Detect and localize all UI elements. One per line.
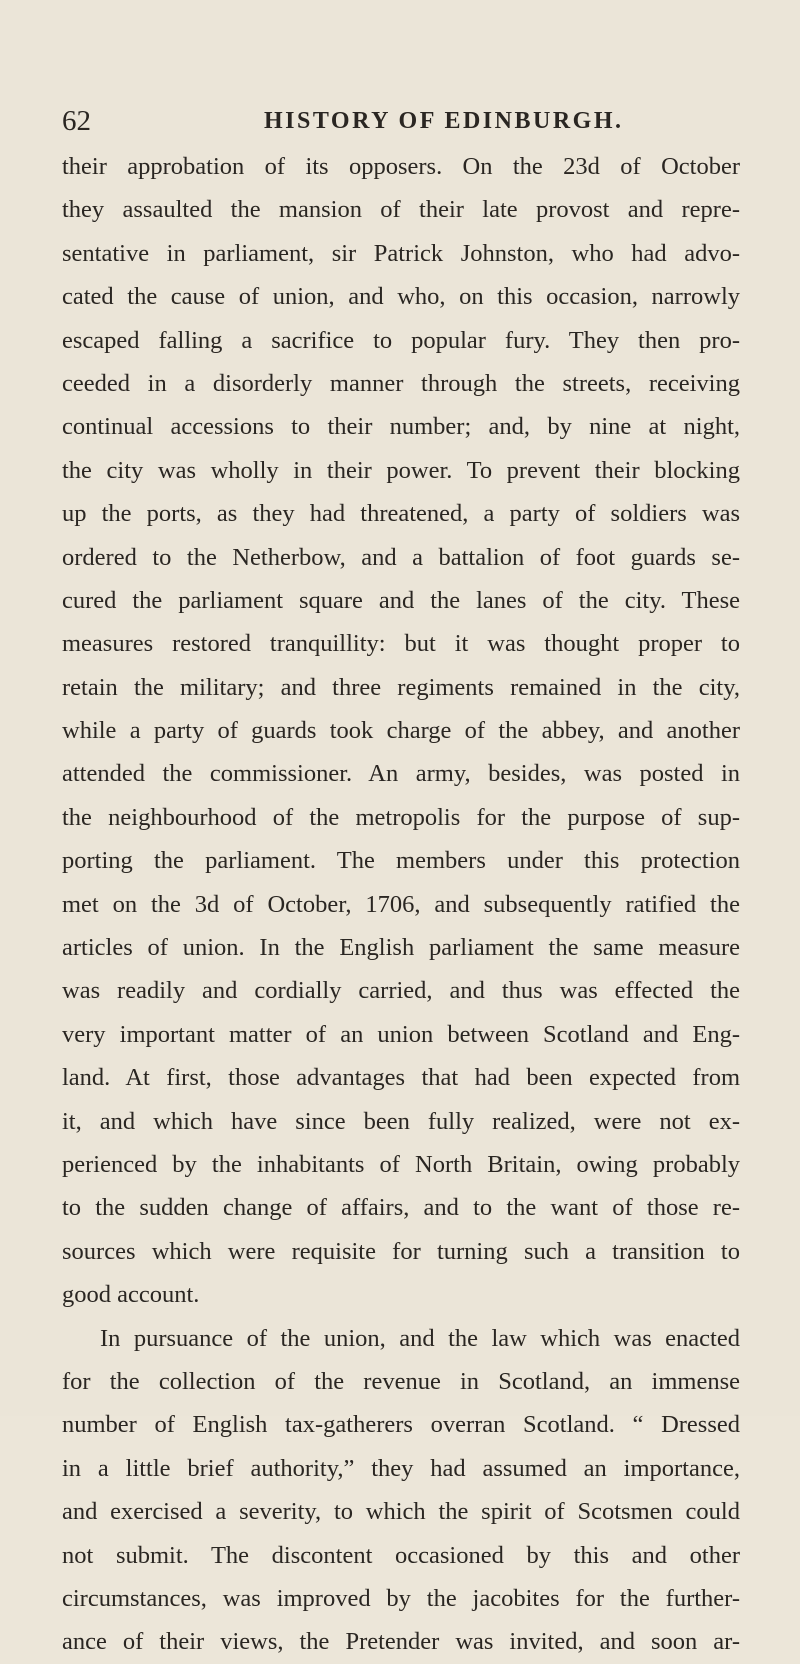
- text-line: to the sudden change of affairs, and to the want of those re-: [62, 1194, 740, 1222]
- text-line: retain the military; and three regiments remained in the city,: [62, 673, 740, 701]
- text-line: up the ports, as they had threatened, a party of soldiers was: [62, 500, 740, 528]
- text-line: ance of their views, the Pretender was invited, and soon ar-: [62, 1628, 740, 1656]
- text-line: in a little brief authority,” they had assumed an importance,: [62, 1454, 740, 1482]
- text-line: sources which were requisite for turning such a transition to: [62, 1237, 740, 1265]
- text-line: sentative in parliament, sir Patrick Johnston, who had advo-: [62, 239, 740, 267]
- text-line: land. At first, those advantages that had been expected from: [62, 1064, 740, 1092]
- text-line: measures restored tranquillity: but it was thought proper to: [62, 630, 740, 658]
- text-line: very important matter of an union between Scotland and Eng-: [62, 1020, 740, 1048]
- text-line: the neighbourhood of the metropolis for the purpose of sup-: [62, 803, 740, 831]
- text-line: attended the commissioner. An army, besides, was posted in: [62, 760, 740, 788]
- text-line: they assaulted the mansion of their late provost and repre-: [62, 196, 740, 224]
- paragraph-end-line: good account.: [62, 1281, 200, 1309]
- text-line: while a party of guards took charge of the abbey, and another: [62, 717, 740, 745]
- text-line: cated the cause of union, and who, on this occasion, narrowly: [62, 283, 740, 311]
- text-line: cured the parliament square and the lanes of the city. These: [62, 586, 740, 614]
- text-line: and exercised a severity, to which the spirit of Scotsmen could: [62, 1498, 740, 1526]
- text-line: their approbation of its opposers. On the 23d of October: [62, 153, 740, 180]
- text-line: not submit. The discontent occasioned by this and other: [62, 1541, 740, 1569]
- text-line: number of English tax-gatherers overran Scotland. “ Dressed: [62, 1411, 740, 1439]
- page-number: 62: [62, 105, 91, 137]
- text-line: ordered to the Netherbow, and a battalion of foot guards se-: [62, 543, 740, 571]
- running-head: HISTORY OF EDINBURGH.: [264, 108, 624, 134]
- body-text: [62, 145, 740, 1664]
- paragraph-start-line: In pursuance of the union, and the law which was enacted: [100, 1324, 740, 1352]
- text-line: for the collection of the revenue in Scotland, an immense: [62, 1367, 740, 1395]
- text-line: circumstances, was improved by the jacobites for the further-: [62, 1584, 740, 1612]
- text-line: it, and which have since been fully realized, were not ex-: [62, 1107, 740, 1135]
- text-line: was readily and cordially carried, and thus was effected the: [62, 977, 740, 1005]
- text-line: articles of union. In the English parliament the same measure: [62, 934, 740, 962]
- text-line: the city was wholly in their power. To prevent their blocking: [62, 456, 740, 484]
- text-line: met on the 3d of October, 1706, and subsequently ratified the: [62, 890, 740, 918]
- text-line: escaped falling a sacrifice to popular fury. They then pro-: [62, 326, 740, 354]
- text-line: perienced by the inhabitants of North Britain, owing probably: [62, 1150, 740, 1178]
- page-header: [62, 101, 738, 141]
- text-line: continual accessions to their number; and, by nine at night,: [62, 413, 740, 441]
- text-line: ceeded in a disorderly manner through the streets, receiving: [62, 369, 740, 397]
- text-line: porting the parliament. The members under this protection: [62, 847, 740, 875]
